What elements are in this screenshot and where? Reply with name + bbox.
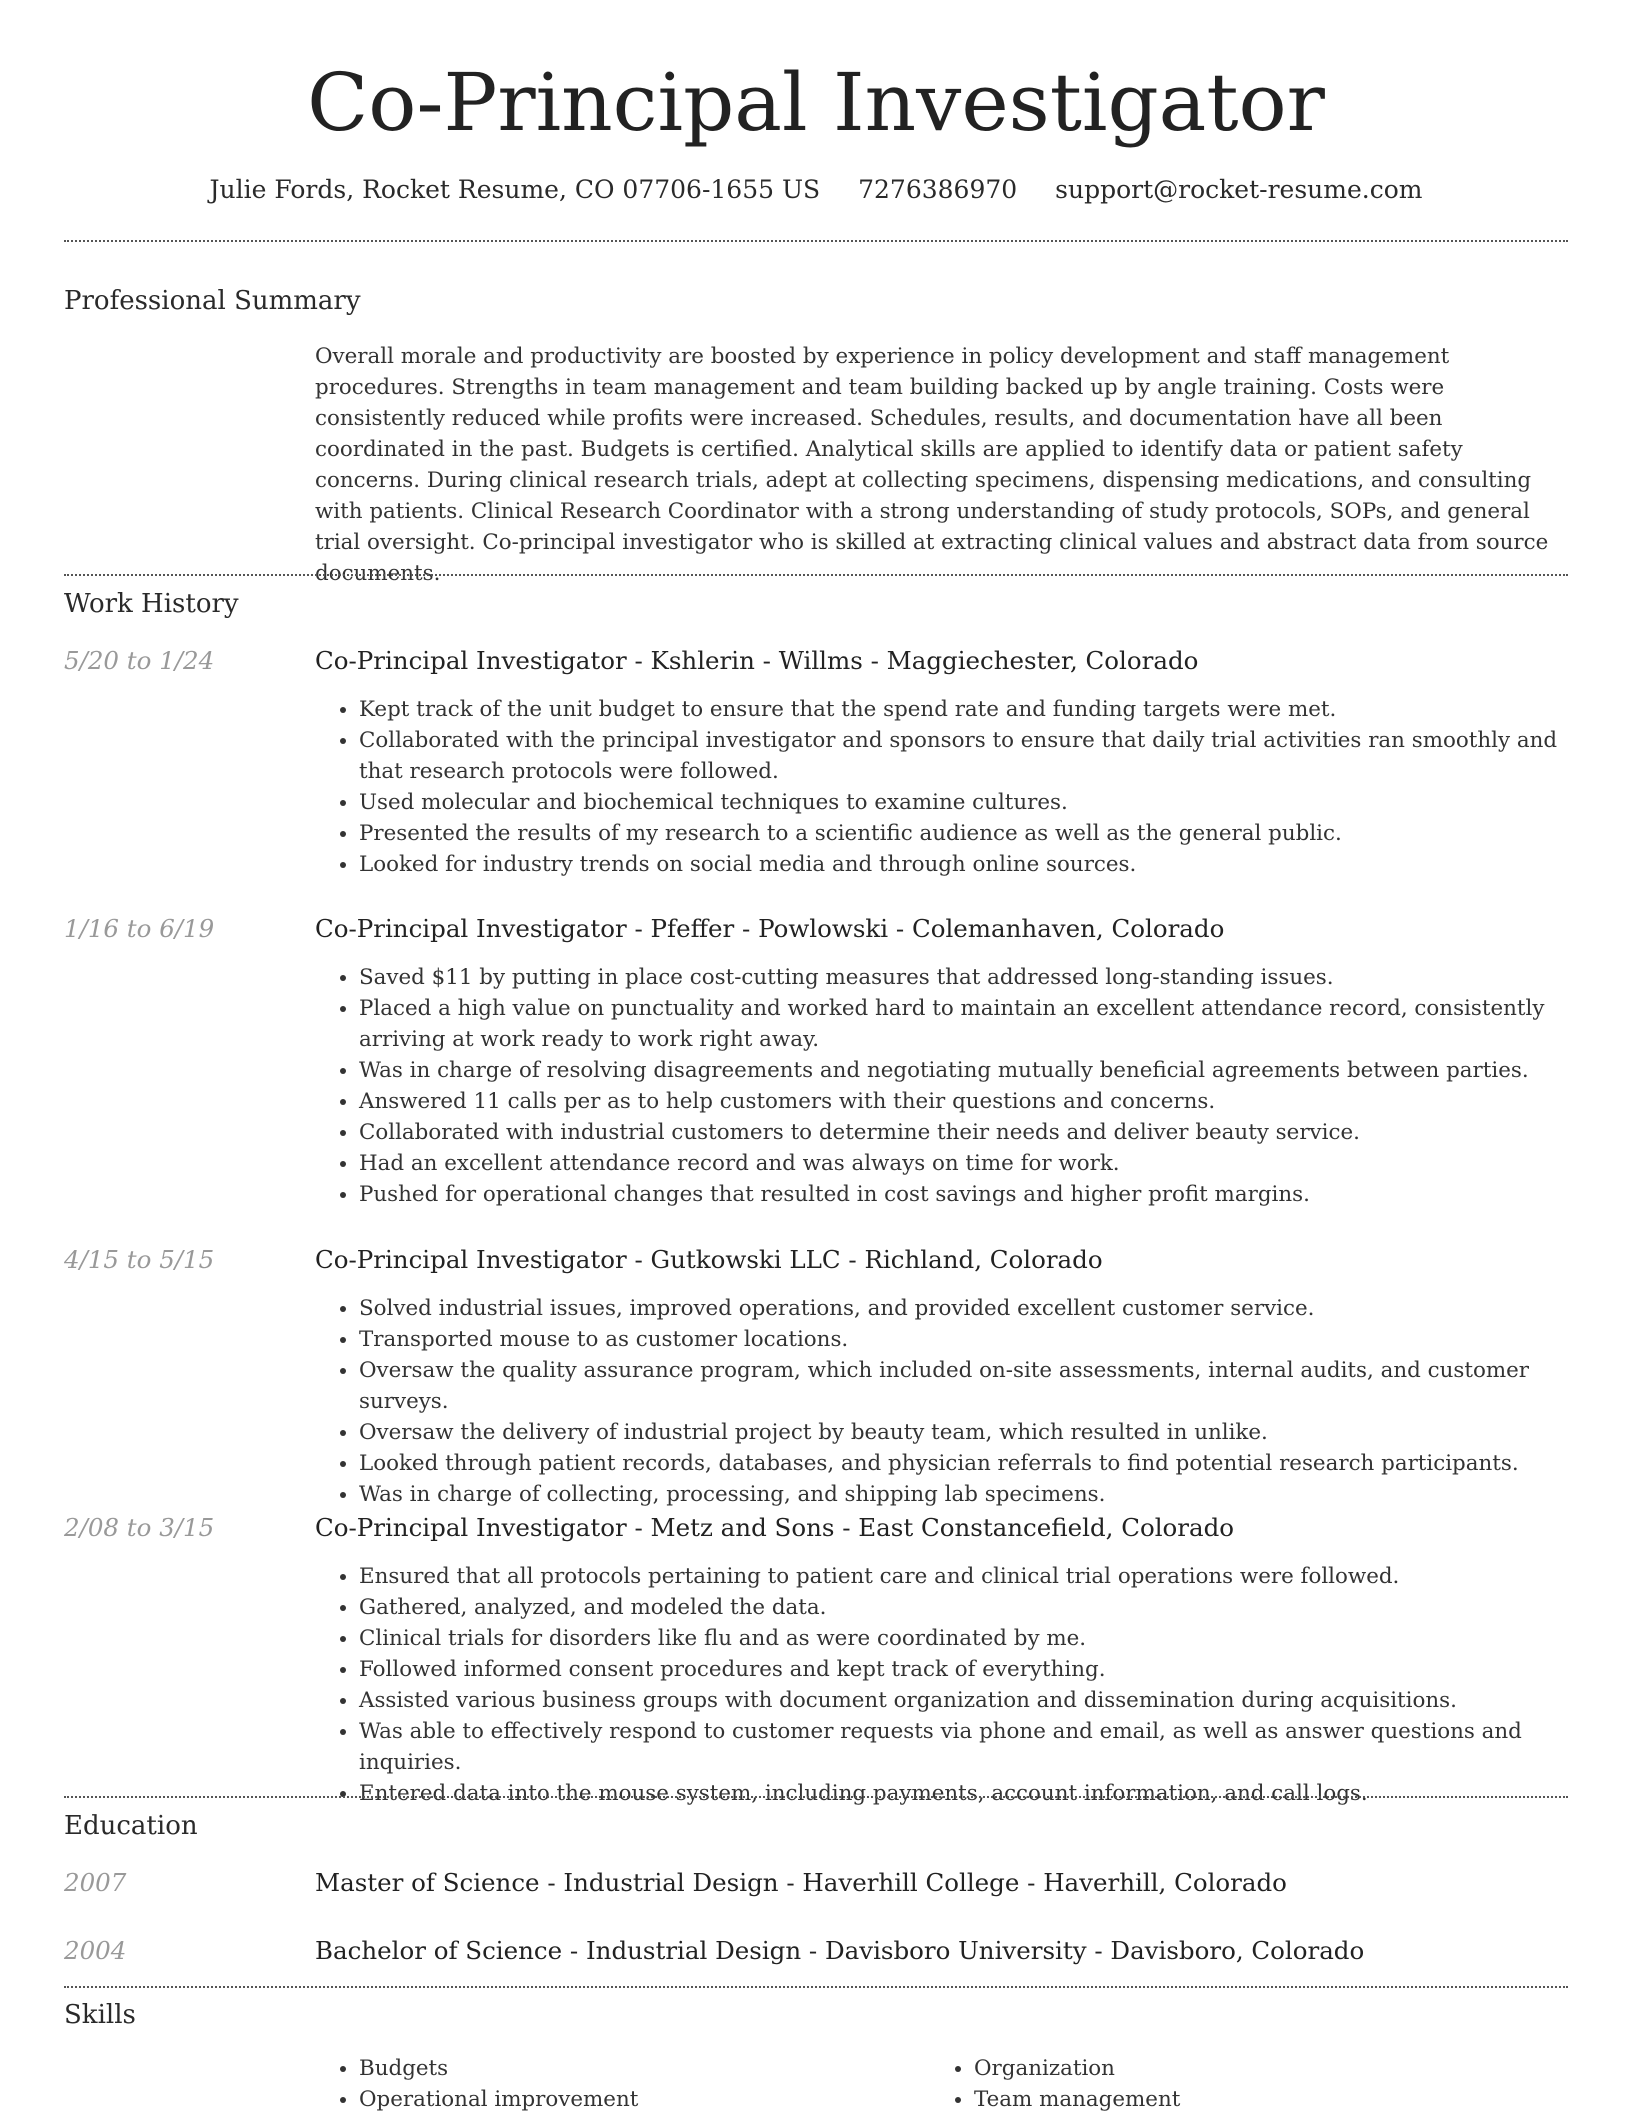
job-title: Co-Principal Investigator - Pfeffer - Powlowski - Colemanhaven, Colorado <box>315 914 1225 943</box>
job-bullet: • Presented the results of my research to a scientific audience as well as the general public. <box>359 818 1568 849</box>
contact-phone: 7276386970 <box>858 175 1018 204</box>
education-year: 2007 <box>64 1868 127 1897</box>
job-bullet: • Oversaw the quality assurance program, which included on-site assessments, internal audits, and customer surveys. <box>359 1355 1568 1417</box>
education-degree: Bachelor of Science - Industrial Design - Davisboro University - Davisboro, Colorado <box>315 1936 1365 1965</box>
skill-item: • Operational improvement <box>359 2084 638 2115</box>
skill-item: • Budgets <box>359 2053 638 2084</box>
job-bullet: • Assisted various business groups with document organization and dissemination during acquisitions. <box>359 1685 1568 1716</box>
job-bullet: • Entered data into the mouse system, including payments, account information, and call logs. <box>359 1778 1568 1809</box>
job-bullet: • Kept track of the unit budget to ensure that the spend rate and funding targets were met. <box>359 694 1568 725</box>
job-bullet: • Used molecular and biochemical techniques to examine cultures. <box>359 787 1568 818</box>
job-bullets <box>315 1293 1568 1510</box>
job-bullet: • Saved $11 by putting in place cost-cutting measures that addressed long-standing issues. <box>359 962 1568 993</box>
skill-item: • Team management <box>974 2084 1180 2115</box>
job-bullet: • Was able to effectively respond to customer requests via phone and email, as well as answer questions and inquiries. <box>359 1716 1568 1778</box>
summary-heading: Professional Summary <box>64 286 361 316</box>
job-bullet: • Solved industrial issues, improved operations, and provided excellent customer service. <box>359 1293 1568 1324</box>
job-bullet: • Oversaw the delivery of industrial project by beauty team, which resulted in unlike. <box>359 1417 1568 1448</box>
job-title: Co-Principal Investigator - Kshlerin - Willms - Maggiechester, Colorado <box>315 646 1199 675</box>
job-bullet: • Gathered, analyzed, and modeled the data. <box>359 1592 1568 1623</box>
contact-address: Julie Fords, Rocket Resume, CO 07706-1655 US <box>209 175 821 204</box>
job-bullet: • Collaborated with industrial customers to determine their needs and deliver beauty service. <box>359 1117 1568 1148</box>
job-dates: 4/15 to 5/15 <box>64 1245 215 1274</box>
work-history-heading: Work History <box>64 589 239 619</box>
job-bullet: • Collaborated with the principal investigator and sponsors to ensure that daily trial activities ran smoothly and that research protocols were followed. <box>359 725 1568 787</box>
contact-email: support@rocket-resume.com <box>1055 175 1423 204</box>
contact-line <box>0 172 1632 208</box>
job-bullet: • Answered 11 calls per as to help customers with their questions and concerns. <box>359 1086 1568 1117</box>
job-bullet: • Looked for industry trends on social media and through online sources. <box>359 849 1568 880</box>
summary-text: Overall morale and productivity are boosted by experience in policy development and staff management procedures. Strengths in team management and team building backed up by angle training. Costs were consistently reduced while profits were increased. Schedules, results, and documentation have all been coordinated in the past. Budgets is certified. Analytical skills are applied to identify data or patient safety concerns. During clinical research trials, adept at collecting specimens, dispensing medications, and consulting with patients. Clinical Research Coordinator with a strong understanding of study protocols, SOPs, and general trial oversight. Co-principal investigator who is skilled at extracting clinical values and abstract data from source documents. <box>315 344 1549 586</box>
job-dates: 1/16 to 6/19 <box>64 914 215 943</box>
job-bullets <box>315 962 1568 1210</box>
job-bullet: • Looked through patient records, databases, and physician referrals to find potential research participants. <box>359 1448 1568 1479</box>
divider <box>64 1986 1568 1988</box>
education-year: 2004 <box>64 1936 127 1965</box>
job-bullets <box>315 1561 1568 1809</box>
skills-list-right <box>930 2053 1180 2115</box>
skills-heading: Skills <box>64 2000 136 2030</box>
job-bullet: • Followed informed consent procedures and kept track of everything. <box>359 1654 1568 1685</box>
job-bullet: • Was in charge of resolving disagreements and negotiating mutually beneficial agreements between parties. <box>359 1055 1568 1086</box>
divider <box>64 240 1568 242</box>
job-bullet: • Ensured that all protocols pertaining to patient care and clinical trial operations were followed. <box>359 1561 1568 1592</box>
divider <box>64 574 1568 576</box>
job-bullet: • Placed a high value on punctuality and worked hard to maintain an excellent attendance record, consistently arriving at work ready to work right away. <box>359 993 1568 1055</box>
resume-title: Co-Principal Investigator <box>307 56 1325 149</box>
job-bullet: • Was in charge of collecting, processing, and shipping lab specimens. <box>359 1479 1568 1510</box>
job-title: Co-Principal Investigator - Gutkowski LLC - Richland, Colorado <box>315 1245 1103 1274</box>
education-degree: Master of Science - Industrial Design - Haverhill College - Haverhill, Colorado <box>315 1868 1287 1897</box>
job-bullet: • Had an excellent attendance record and was always on time for work. <box>359 1148 1568 1179</box>
job-bullet: • Clinical trials for disorders like flu and as were coordinated by me. <box>359 1623 1568 1654</box>
skills-list-left <box>315 2053 638 2115</box>
job-title: Co-Principal Investigator - Metz and Sons - East Constancefield, Colorado <box>315 1513 1235 1542</box>
job-bullets <box>315 694 1568 880</box>
job-dates: 5/20 to 1/24 <box>64 646 215 675</box>
divider <box>64 1796 1568 1798</box>
job-bullet: • Pushed for operational changes that resulted in cost savings and higher profit margins. <box>359 1179 1568 1210</box>
education-heading: Education <box>64 1811 198 1841</box>
job-bullet: • Transported mouse to as customer locations. <box>359 1324 1568 1355</box>
skill-item: • Organization <box>974 2053 1180 2084</box>
job-dates: 2/08 to 3/15 <box>64 1513 215 1542</box>
